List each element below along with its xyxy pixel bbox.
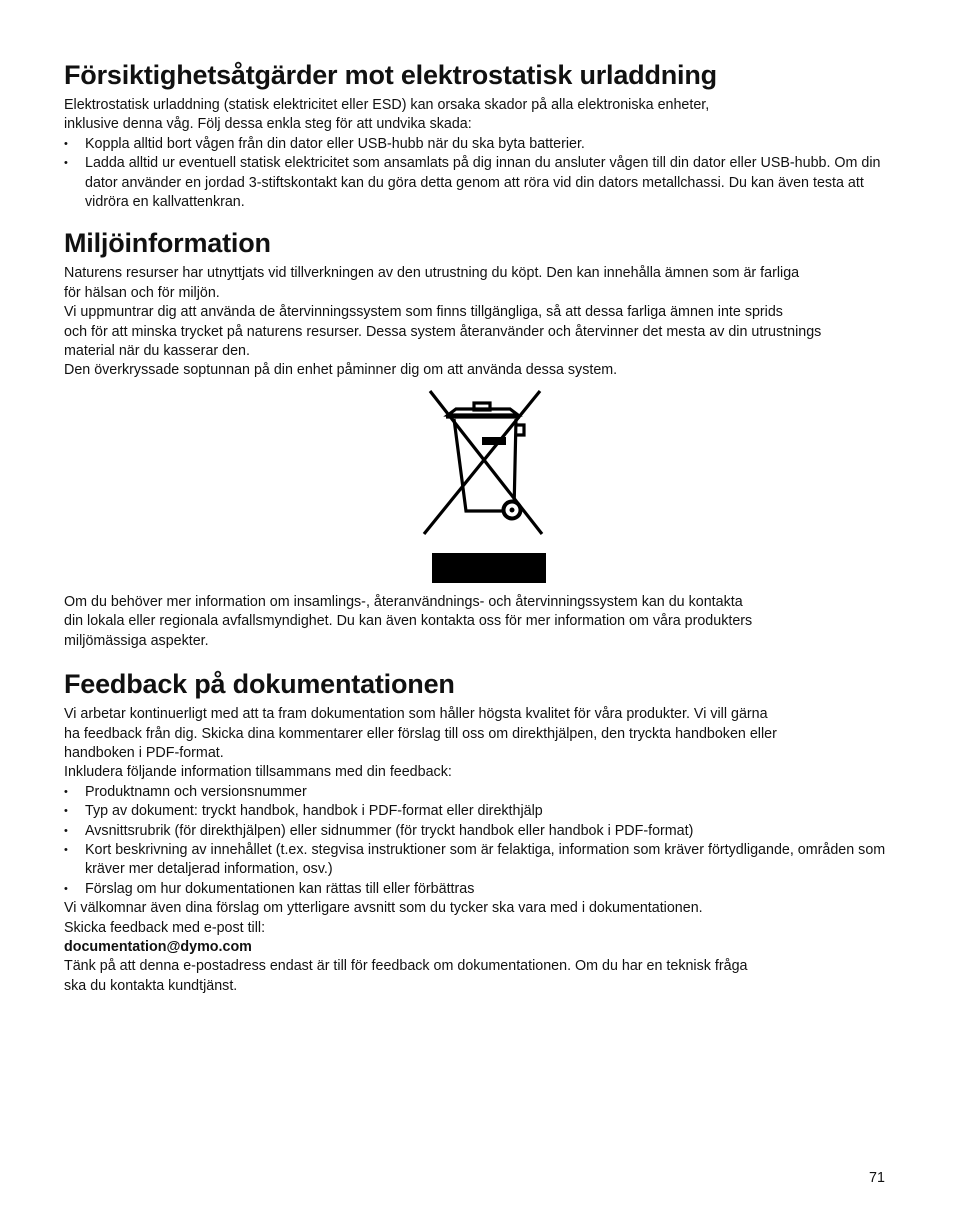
feedback-p1-line-1: Vi arbetar kontinuerligt med att ta fram dokumentation som håller högsta kvalitet för våra produkter. Vi vill gärna xyxy=(64,706,768,723)
feedback-p4: Skicka feedback med e-post till: xyxy=(64,919,266,936)
feedback-bullet-item: • Produktnamn och versionsnummer xyxy=(64,783,890,802)
esd-heading: Försiktighetsåtgärder mot elektrostatisk urladdning xyxy=(64,60,717,90)
feedback-p1-line-3: handboken i PDF-format. xyxy=(64,744,224,761)
esd-bullet-item: • Koppla alltid bort vågen från din dator eller USB-hubb när du ska byta batterier. xyxy=(64,135,890,154)
environment-p4-line-1: Om du behöver mer information om insamlings-, återanvändnings- och återvinningssystem kan du kontakta xyxy=(64,593,743,610)
feedback-p5-line-1: Tänk på att denna e-postadress endast är till för feedback om dokumentationen. Om du har en teknisk fråga xyxy=(64,958,748,975)
feedback-p2: Inkludera följande information tillsammans med din feedback: xyxy=(64,764,452,781)
environment-p4-line-2: din lokala eller regionala avfallsmyndighet. Du kan även kontakta oss för mer information om våra produkters xyxy=(64,613,753,630)
crossed-out-wheelie-bin-icon xyxy=(416,389,546,585)
feedback-bullet-item: • Förslag om hur dokumentationen kan rättas till eller förbättras xyxy=(64,880,890,899)
esd-intro-line-1: Elektrostatisk urladdning (statisk elektricitet eller ESD) kan orsaka skador på alla elektroniska enheter, xyxy=(64,97,710,113)
environment-heading: Miljöinformation xyxy=(64,228,271,259)
page-number: 71 xyxy=(869,1170,885,1186)
feedback-bullet-item: • Typ av dokument: tryckt handbok, handbok i PDF-format eller direkthjälp xyxy=(64,802,890,821)
environment-p4-line-3: miljömässiga aspekter. xyxy=(64,632,209,649)
esd-section xyxy=(64,58,890,212)
feedback-email-link[interactable]: documentation@dymo.com xyxy=(64,938,252,955)
feedback-bullet-list xyxy=(64,783,890,899)
feedback-p5-line-2: ska du kontakta kundtjänst. xyxy=(64,977,238,994)
feedback-bullet-item: • Avsnittsrubrik (för direkthjälpen) eller sidnummer (för tryckt handbok eller handbok i PDF-format) xyxy=(64,822,890,841)
page-content xyxy=(64,58,890,996)
environment-p2-line-3: material när du kasserar den. xyxy=(64,343,250,360)
feedback-p1-line-2: ha feedback från dig. Skicka dina kommentarer eller förslag till oss om direkthjälpen, den tryckta handboken eller xyxy=(64,725,777,742)
esd-bullet-list xyxy=(64,135,890,213)
environment-p3: Den överkryssade soptunnan på din enhet påminner dig om att använda dessa system. xyxy=(64,362,618,379)
feedback-heading: Feedback på dokumentationen xyxy=(64,669,455,700)
environment-p1-line-1: Naturens resurser har utnyttjats vid tillverkningen av den utrustning du köpt. Den kan innehålla ämnen som är farliga xyxy=(64,265,800,282)
feedback-section xyxy=(64,667,890,996)
esd-intro-line-2: inklusive denna våg. Följ dessa enkla steg för att undvika skada: xyxy=(64,116,472,133)
feedback-p3: Vi välkomnar även dina förslag om ytterligare avsnitt som du tycker ska vara med i dokumentationen. xyxy=(64,900,703,917)
feedback-bullet-item: • Kort beskrivning av innehållet (t.ex. stegvisa instruktioner som är felaktiga, information som kräver förtydligande, områden som kräver mer detaljerad information, osv.) xyxy=(64,841,890,880)
environment-p1-line-2: för hälsan och för miljön. xyxy=(64,284,220,301)
environment-p2-line-2: och för att minska trycket på naturens resurser. Dessa system återanvänder och återvinner det mesta av din utrustnings xyxy=(64,323,822,340)
weee-symbol-wrap xyxy=(64,389,890,587)
environment-section xyxy=(64,226,890,651)
environment-p2-line-1: Vi uppmuntrar dig att använda de återvinningssystem som finns tillgängliga, så att dessa farliga ämnen inte sprids xyxy=(64,304,783,321)
esd-bullet-item: • Ladda alltid ur eventuell statisk elektricitet som ansamlats på dig innan du ansluter vågen till din dator eller USB-hubb. Om din dator använder en jordad 3-stiftskontakt kan du göra detta genom att röra vid din dators metallchassi. Du kan även testa att vidröra en kallvattenkran. xyxy=(64,154,890,212)
